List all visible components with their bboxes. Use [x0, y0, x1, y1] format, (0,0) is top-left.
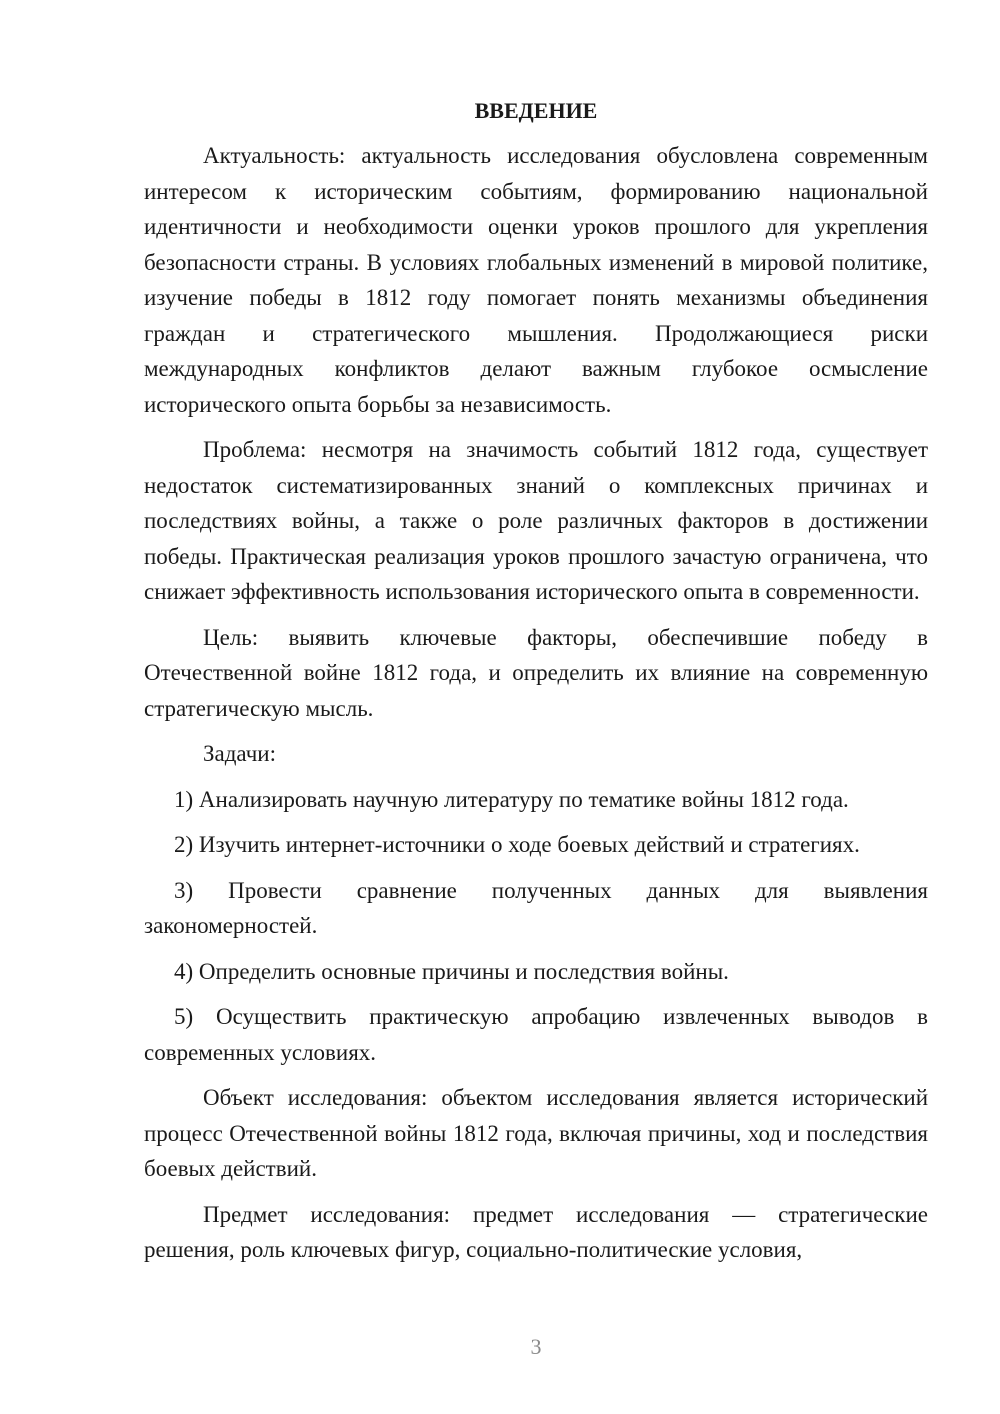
task-item: 1) Анализировать научную литературу по тематике войны 1812 года.	[174, 786, 849, 812]
paragraph-problem: Проблема: несмотря на значимость событий 1812 года, существует недостаток систематизированных знаний о комплексных причинах и последствиях войны, а также о роле различных факторов в достижении победы. Практическая реализация уроков прошлого зачастую ограничена, что снижает эффективность использования исторического опыта в современности.	[144, 437, 928, 604]
page-content	[144, 96, 928, 1278]
paragraph-subject: Предмет исследования: предмет исследования — стратегические решения, роль ключевых фигур, социально-политические условия,	[144, 1201, 928, 1262]
page-title: ВВЕДЕНИЕ	[474, 98, 598, 123]
task-item: 5) Осуществить практическую апробацию извлеченных выводов в современных условиях.	[144, 1004, 928, 1065]
paragraph-goal: Цель: выявить ключевые факторы, обеспечившие победу в Отечественной войне 1812 года, и определить их влияние на современную стратегическую мысль.	[144, 624, 928, 721]
task-item: 2) Изучить интернет-источники о ходе боевых действий и стратегиях.	[174, 832, 860, 857]
paragraph-relevance: Актуальность: актуальность исследования обусловлена современным интересом к историческим событиям, формированию национальной идентичности и необходимости оценки уроков прошлого для укрепления безопасности страны. В условиях глобальных изменений в мировой политике, изучение победы в 1812 году помогает понять механизмы объединения граждан и стратегического мышления. Продолжающиеся риски международных конфликтов делают важным глубокое осмысление исторического опыта борьбы за независимость.	[144, 143, 928, 417]
tasks-heading: Задачи:	[203, 741, 276, 766]
paragraph-object: Объект исследования: объектом исследования является исторический процесс Отечественной войны 1812 года, включая причины, ход и последствия боевых действий.	[144, 1085, 928, 1181]
task-item: 3) Провести сравнение полученных данных для выявления закономерностей.	[144, 877, 928, 938]
task-item: 4) Определить основные причины и последствия войны.	[174, 958, 729, 984]
page-number: 3	[530, 1334, 542, 1359]
